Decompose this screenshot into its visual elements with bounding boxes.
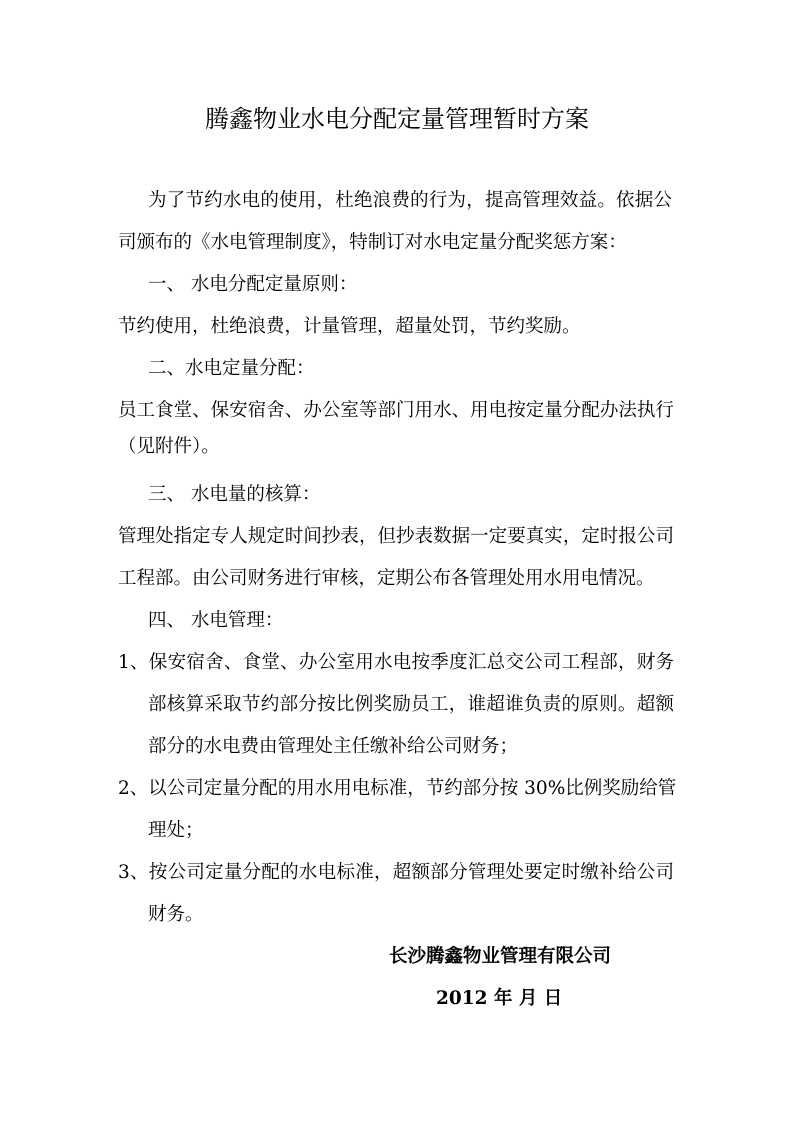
intro-paragraph-line-1: 为了节约水电的使用，杜绝浪费的行为，提高管理效益。依据公	[148, 190, 672, 211]
section-2-body-line-2: （见附件）。	[118, 436, 220, 457]
item-1-line-3: 部分的水电费由管理处主任缴补给公司财务；	[148, 736, 519, 757]
section-4-heading: 四、 水电管理：	[148, 610, 284, 631]
section-3-body-line-1: 管理处指定专人规定时间抄表，但抄表数据一定要真实，定时报公司	[118, 526, 674, 547]
signature-company: 长沙腾鑫物业管理有限公司	[389, 946, 612, 967]
document-title: 腾鑫物业水电分配定量管理暂时方案	[205, 105, 589, 133]
section-1-body: 节约使用，杜绝浪费，计量管理，超量处罚，节约奖励。	[118, 316, 581, 337]
item-1-line-1: 1、保安宿舍、食堂、办公室用水电按季度汇总交公司工程部，财务	[118, 652, 674, 673]
item-3-line-1: 3、按公司定量分配的水电标准，超额部分管理处要定时缴补给公司	[118, 862, 674, 883]
section-2-body-line-1: 员工食堂、保安宿舍、办公室等部门用水、用电按定量分配办法执行	[118, 400, 674, 421]
section-3-body-line-2: 工程部。由公司财务进行审核，定期公布各管理处用水用电情况。	[118, 568, 655, 589]
section-2-heading: 二、水电定量分配：	[148, 358, 315, 379]
item-3-line-2: 财务。	[148, 904, 204, 925]
item-2-line-2: 理处；	[148, 820, 204, 841]
item-2-line-1: 2、以公司定量分配的用水用电标准，节约部分按 30%比例奖励给管	[118, 778, 677, 799]
item-1-line-2: 部核算采取节约部分按比例奖励员工，谁超谁负责的原则。超额	[148, 694, 674, 715]
section-1-heading: 一、 水电分配定量原则：	[148, 274, 358, 295]
intro-paragraph-line-2: 司颁布的《水电管理制度》，特制订对水电定量分配奖惩方案：	[118, 232, 627, 253]
section-3-heading: 三、 水电量的核算：	[148, 484, 321, 505]
signature-date: 2012 年 月 日	[436, 988, 563, 1009]
